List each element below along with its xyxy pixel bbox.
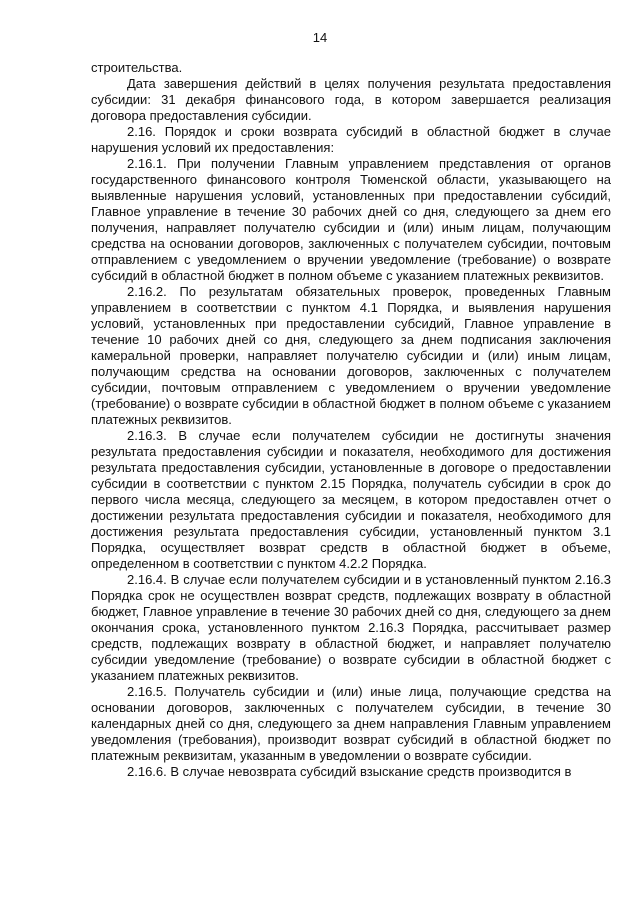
paragraph-2-16-4: 2.16.4. В случае если получателем субсидии и в установленный пунктом 2.16.3 Порядка срок не осуществлен возврат средств, подлежащих возврату в областной бюджет, Главное управление в течение 30 рабочих дней со дня, следующего за днем окончания срока, установленного пунктом 2.16.3 Порядка, рассчитывает размер средств, подлежащих возврату в областной бюджет, и направляет получателю субсидии уведомление (требование) о возврате субсидии в областной бюджет с указанием платежных реквизитов. [91,572,611,683]
document-body [91,60,611,780]
paragraph-2-16-3: 2.16.3. В случае если получателем субсидии не достигнуты значения результата предоставления субсидии и показателя, необходимого для достижения результата предоставления субсидии, установленные в договоре о предоставлении субсидии в соответствии с пунктом 2.15 Порядка, получатель субсидии в срок до первого числа месяца, следующего за месяцем, в котором предоставлен отчет о достижении результата предоставления субсидии и показателя, необходимого для достижения результата предоставления субсидии, установленный пунктом 3.1 Порядка, осуществляет возврат средств в областной бюджет в объеме, определенном в соответствии с пунктом 4.2.2 Порядка. [91,428,611,571]
page-number: 14 [312,30,328,45]
paragraph-2-16-6: 2.16.6. В случае невозврата субсидий взыскание средств производится в [127,764,572,779]
paragraph-2-16-5: 2.16.5. Получатель субсидии и (или) иные лица, получающие средства на основании договоров, заключенных с получателем субсидии, в течение 30 календарных дней со дня, следующего за днем направления Главным управлением уведомления (требования), производит возврат субсидий в областной бюджет по платежным реквизитам, указанным в уведомлении о возврате субсидии. [91,684,611,763]
paragraph-2-16-2: 2.16.2. По результатам обязательных проверок, проведенных Главным управлением в соответствии с пунктом 4.1 Порядка, и выявления нарушения условий, установленных при предоставлении субсидий, Главное управление в течение 10 рабочих дней со дня, следующего за днем подписания заключения камеральной проверки, направляет получателю субсидии и (или) иным лицам, получающим средства на основании договоров, заключенных с получателем субсидии, почтовым отправлением с уведомлением о вручении уведомление (требование) о возврате субсидии в областной бюджет в полном объеме с указанием платежных реквизитов. [91,284,611,427]
paragraph-continuation: строительства. [91,60,183,75]
paragraph-2-16: 2.16. Порядок и сроки возврата субсидий в областной бюджет в случае нарушения условий их предоставления: [91,124,611,155]
paragraph-completion-date: Дата завершения действий в целях получения результата предоставления субсидии: 31 декабря финансового года, в котором завершается реализация договора предоставления субсидии. [91,76,611,123]
paragraph-2-16-1: 2.16.1. При получении Главным управлением представления от органов государственного финансового контроля Тюменской области, указывающего на выявленные нарушения условий, установленных при предоставлении субсидий, Главное управление в течение 30 рабочих дней со дня, следующего за днем его получения, направляет получателю субсидии и (или) иным лицам, получающим средства на основании договоров, заключенных с получателем субсидии, почтовым отправлением с уведомлением о вручении уведомление (требование) о возврате субсидий в областной бюджет в полном объеме с указанием платежных реквизитов. [91,156,611,283]
